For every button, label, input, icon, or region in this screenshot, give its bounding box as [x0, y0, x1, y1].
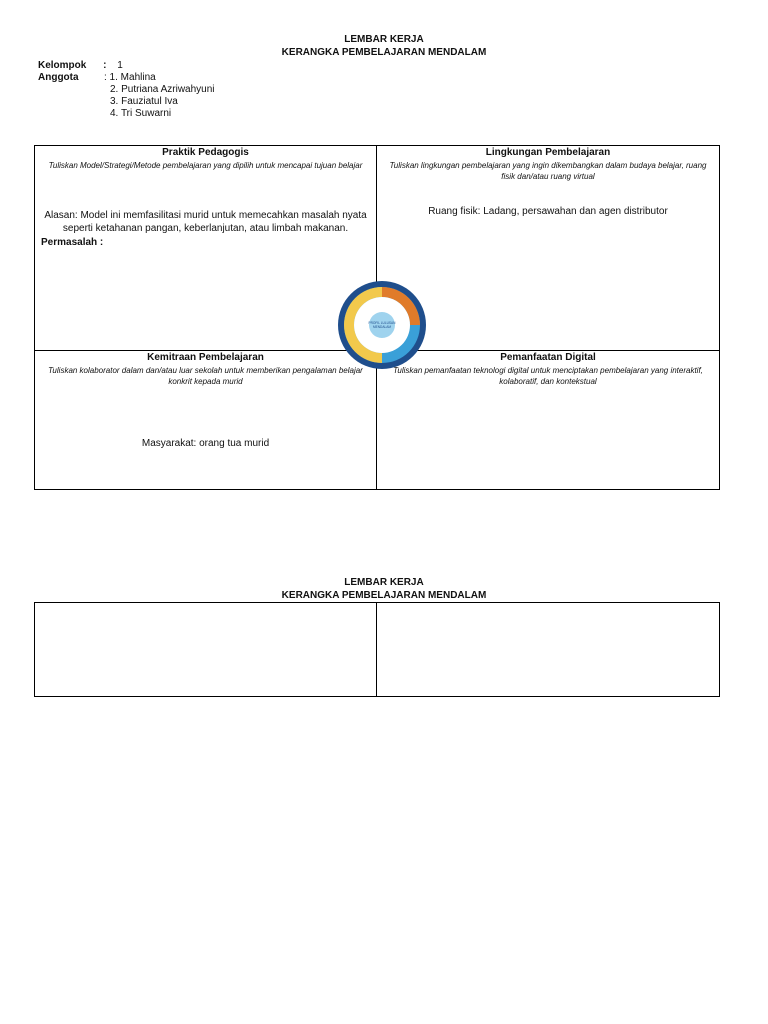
member-item: : 1. Mahlina	[104, 72, 156, 83]
quadrant-title: Kemitraan Pembelajaran	[147, 352, 264, 363]
kelompok-separator: :	[103, 60, 107, 71]
quadrant-kemitraan	[35, 351, 376, 489]
lingkungan-answer: Ruang fisik: Ladang, persawahan dan agen distributor	[428, 206, 668, 217]
grid-divider-vertical	[376, 603, 377, 696]
praktik-answer: Alasan: Model ini memfasilitasi murid untuk memecahkan masalah nyata seperti ketahanan pangan, keberlanjutan, atau limbah makanan.	[44, 210, 367, 234]
quadrant-hint: Tuliskan lingkungan pembelajaran yang ingin dikembangkan dalam budaya belajar, ruang fisik dan/atau ruang virtual	[389, 161, 707, 181]
quadrant-hint: Tuliskan kolaborator dalam dan/atau luar sekolah untuk memberikan pengalaman belajar konkrit kepada murid	[48, 366, 363, 386]
kemitraan-answer: Masyarakat: orang tua murid	[141, 438, 270, 449]
member-item: 2. Putriana Azriwahyuni	[110, 84, 215, 95]
quadrant-title: Pemanfaatan Digital	[500, 352, 596, 363]
member-item: 3. Fauziatul Iva	[110, 96, 178, 107]
kelompok-label: Kelompok	[38, 60, 87, 71]
member-list	[104, 72, 215, 120]
quadrant-title: Lingkungan Pembelajaran	[485, 147, 611, 158]
page-title: LEMBAR KERJA	[344, 34, 424, 45]
member-item: 4. Tri Suwarni	[110, 108, 172, 119]
quadrant-digital	[377, 351, 719, 489]
wheel-center-text-2: MENDALAM	[372, 325, 392, 329]
quadrant-hint: Tuliskan Model/Strategi/Metode pembelajaran yang dipilih untuk mencapai tujuan belajar	[48, 161, 363, 170]
framework-grid	[34, 145, 720, 490]
quadrant-lingkungan	[377, 146, 719, 350]
anggota-label: Anggota	[38, 72, 79, 83]
page-subtitle-2: KERANGKA PEMBELAJARAN MENDALAM	[281, 590, 487, 601]
quadrant-praktik	[35, 146, 376, 350]
wheel-center-text-1: PROFIL LULUSAN	[368, 321, 396, 325]
page-title-2: LEMBAR KERJA	[344, 577, 424, 588]
page-subtitle: KERANGKA PEMBELAJARAN MENDALAM	[281, 47, 487, 58]
kelompok-row	[38, 60, 123, 72]
quadrant-hint: Tuliskan pemanfaatan teknologi digital untuk menciptakan pembelajaran yang interaktif, kolaboratif, dan kontekstual	[393, 366, 703, 386]
quadrant-title: Praktik Pedagogis	[162, 147, 249, 158]
kelompok-value: 1	[117, 60, 123, 71]
permasalah-label: Permasalah :	[41, 237, 104, 248]
framework-wheel-logo	[337, 280, 427, 370]
framework-grid-2	[34, 602, 720, 697]
